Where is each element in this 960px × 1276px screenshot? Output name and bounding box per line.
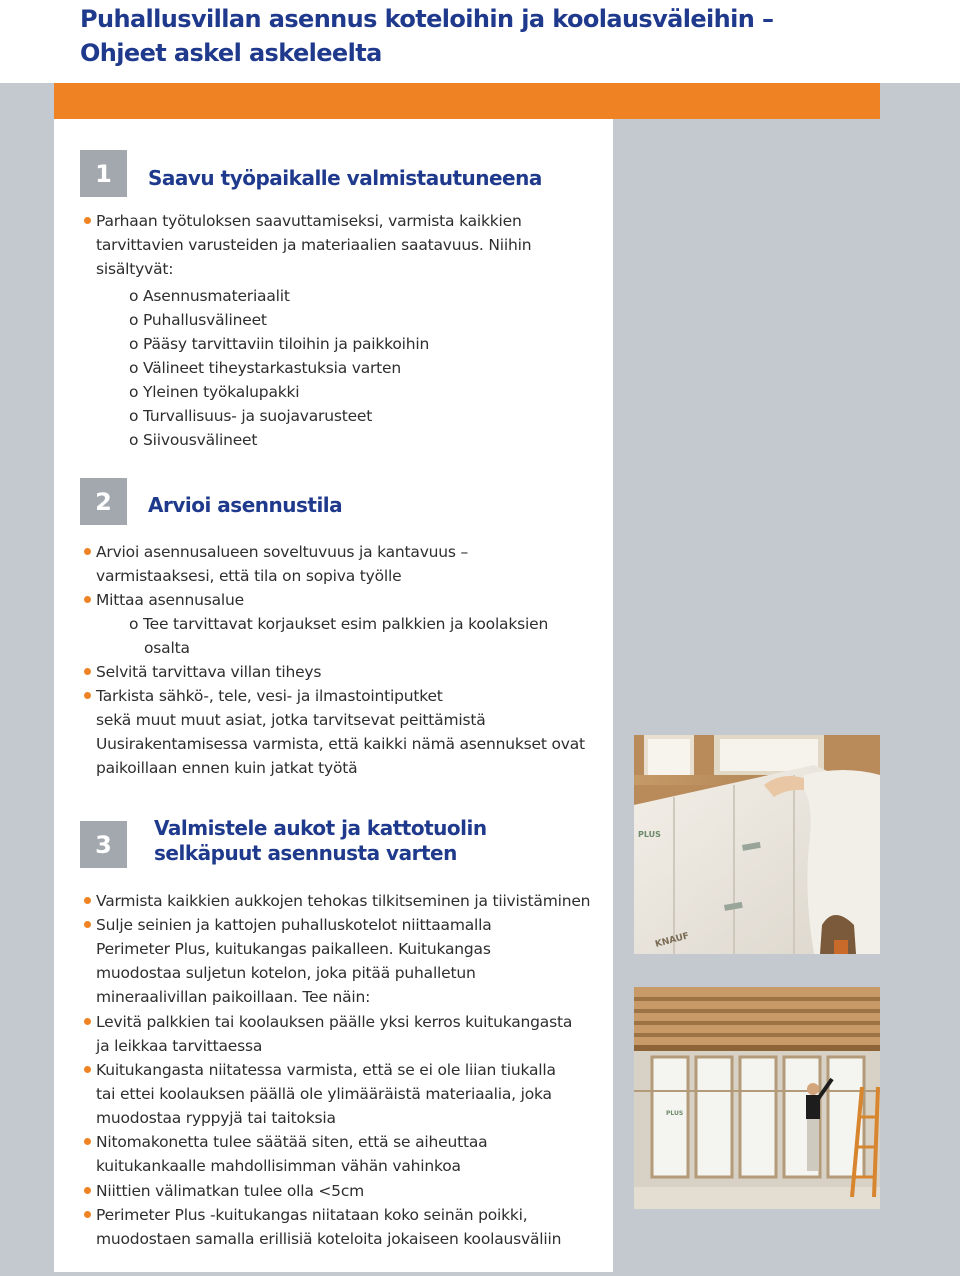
fabric-print-text: PLUS [638, 830, 661, 839]
step-3-text: Levitä palkkien tai koolauksen päälle yksi kerros kuitukangasta [96, 1013, 573, 1031]
photo-room-windows [634, 987, 880, 1209]
step-3-text: mineraalivillan paikoillaan. Tee näin: [96, 988, 371, 1006]
step-1-subitem: o Puhallusvälineet [129, 311, 267, 329]
step-1-subitem: o Asennusmateriaalit [129, 287, 290, 305]
page-title [80, 2, 940, 70]
step-2-text: Mittaa asennusalue [96, 591, 244, 609]
step-3-text: muodostaen samalla erillisiä koteloita jokaiseen koolausväliin [96, 1230, 562, 1248]
step-2-heading: Arvioi asennustila [148, 493, 343, 517]
step-1-number: 1 [80, 150, 127, 197]
step-3-text: Perimeter Plus -kuitukangas niitataan koko seinän poikki, [96, 1206, 528, 1224]
bullet-icon [84, 921, 91, 928]
step-1-subitem: o Siivousvälineet [129, 431, 258, 449]
photo-fabric-stapling [634, 735, 880, 954]
fabric-print-text-2: KNAUF [654, 931, 691, 950]
step-1-subitem: o Välineet tiheystarkastuksia varten [129, 359, 402, 377]
step-1-subitem: o Turvallisuus- ja suojavarusteet [129, 407, 373, 425]
step-3-text: muodostaa ryppyjä tai taitoksia [96, 1109, 336, 1127]
photo-room-windows-drawing [634, 987, 880, 1209]
step-1-text: sisältyvät: [96, 260, 174, 278]
step-3-text: Kuitukangasta niitatessa varmista, että se ei ole liian tiukalla [96, 1061, 556, 1079]
step-3-text: Perimeter Plus, kuitukangas paikalleen. Kuitukangas [96, 940, 491, 958]
page-title-line-2: Ohjeet askel askeleelta [80, 39, 382, 67]
step-3-text: Niittien välimatkan tulee olla <5cm [96, 1182, 365, 1200]
step-1-heading: Saavu työpaikalle valmistautuneena [148, 166, 542, 190]
step-2-text: Tarkista sähkö-, tele, vesi- ja ilmastointiputket [96, 687, 443, 705]
step-3-number: 3 [80, 821, 127, 868]
bullet-icon [84, 668, 91, 675]
step-2-text: paikoillaan ennen kuin jatkat työtä [96, 759, 358, 777]
bullet-icon [84, 1066, 91, 1073]
bullet-icon [84, 217, 91, 224]
bullet-icon [84, 897, 91, 904]
photo-fabric-stapling-drawing [634, 735, 880, 954]
step-3-heading-line-1: Valmistele aukot ja kattotuolin [154, 816, 487, 840]
step-1-text: tarvittavien varusteiden ja materiaalien saatavuus. Niihin [96, 236, 532, 254]
step-3-text: Nitomakonetta tulee säätää siten, että se aiheuttaa [96, 1133, 488, 1151]
step-1-subitem: o Pääsy tarvittaviin tiloihin ja paikkoihin [129, 335, 430, 353]
step-3-text: tai ettei koolauksen päällä ole ylimääräistä materiaalia, joka [96, 1085, 552, 1103]
step-2-text: Selvitä tarvittava villan tiheys [96, 663, 322, 681]
step-3-heading [154, 816, 487, 866]
step-3-text: Sulje seinien ja kattojen puhalluskotelot niittaamalla [96, 916, 492, 934]
step-2-text: Arvioi asennusalueen soveltuvuus ja kantavuus – [96, 543, 469, 561]
step-3-text: ja leikkaa tarvittaessa [96, 1037, 263, 1055]
bullet-icon [84, 1211, 91, 1218]
step-3-text: Varmista kaikkien aukkojen tehokas tilkitseminen ja tiivistäminen [96, 892, 591, 910]
step-2-text: sekä muut muut asiat, jotka tarvitsevat peittämistä [96, 711, 486, 729]
fabric-print-text-3: PLUS [666, 1110, 684, 1117]
bullet-icon [84, 1138, 91, 1145]
page-title-line-1: Puhallusvillan asennus koteloihin ja koolausväleihin – [80, 5, 774, 33]
bullet-icon [84, 692, 91, 699]
step-2-text: varmistaaksesi, että tila on sopiva työlle [96, 567, 402, 585]
bullet-icon [84, 1187, 91, 1194]
step-1-text: Parhaan työtuloksen saavuttamiseksi, varmista kaikkien [96, 212, 522, 230]
step-3-text: kuitukankaalle mahdollisimman vähän vahinkoa [96, 1157, 461, 1175]
orange-accent-bar [54, 83, 880, 119]
step-3-heading-line-2: selkäpuut asennusta varten [154, 841, 457, 865]
step-2-text: Uusirakentamisessa varmista, että kaikki nämä asennukset ovat [96, 735, 585, 753]
bullet-icon [84, 596, 91, 603]
bullet-icon [84, 1018, 91, 1025]
step-1-subitem: o Yleinen työkalupakki [129, 383, 300, 401]
step-2-number: 2 [80, 478, 127, 525]
step-2-subitem: o Tee tarvittavat korjaukset esim palkkien ja koolaksien [129, 615, 549, 633]
header-band [0, 0, 960, 83]
step-2-subitem: osalta [144, 639, 190, 657]
bullet-icon [84, 548, 91, 555]
step-3-text: muodostaa suljetun kotelon, joka pitää puhalletun [96, 964, 476, 982]
